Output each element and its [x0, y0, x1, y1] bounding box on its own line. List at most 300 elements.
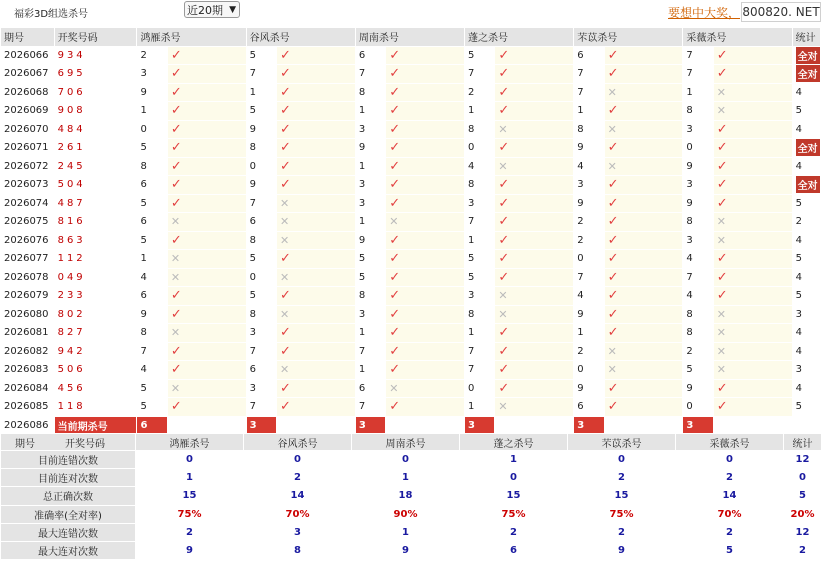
stats-header-expert: 周南杀号 [352, 434, 460, 451]
kill-value: 7 [246, 398, 276, 417]
stats-header-number: 开奖号码 [65, 438, 105, 450]
check-icon: ✓ [389, 66, 401, 82]
stats-total: 20% [784, 505, 821, 523]
stat-value: 4 [795, 234, 802, 246]
current-kill: 3 [465, 416, 495, 435]
cross-icon: ✕ [498, 307, 508, 321]
check-icon: ✓ [498, 232, 510, 248]
table-row [1, 231, 821, 250]
kill-value: 2 [683, 342, 713, 361]
stats-label: 最大连错次数 [1, 523, 136, 541]
header-expert: 蓬之杀号 [465, 28, 574, 47]
result-mark [604, 157, 683, 176]
result-mark [386, 361, 465, 380]
kill-value: 4 [683, 250, 713, 269]
kill-value: 1 [355, 102, 385, 121]
result-mark [277, 250, 356, 269]
stats-value: 75% [136, 505, 244, 523]
table-row [1, 213, 821, 232]
kill-value: 7 [683, 268, 713, 287]
table-row [1, 379, 821, 398]
check-icon: ✓ [389, 251, 401, 267]
stat-value: 4 [795, 271, 802, 283]
issue-cell: 2026078 [1, 268, 55, 287]
result-mark [604, 194, 683, 213]
cross-icon: ✕ [498, 400, 508, 414]
result-mark [604, 102, 683, 121]
kill-value: 6 [574, 46, 604, 65]
kill-value: 8 [246, 305, 276, 324]
kill-value: 7 [246, 65, 276, 84]
number-cell: 245 [54, 157, 137, 176]
table-row [1, 305, 821, 324]
stats-label: 目前连对次数 [1, 469, 136, 487]
kill-value: 7 [574, 65, 604, 84]
stats-value: 3 [244, 523, 352, 541]
stats-value: 8 [244, 541, 352, 559]
result-mark [495, 398, 574, 417]
stats-total: 5 [784, 487, 821, 505]
stats-value: 9 [568, 541, 676, 559]
stats-label: 准确率(全对率) [1, 505, 136, 523]
result-mark [167, 231, 246, 250]
kill-value: 3 [465, 287, 495, 306]
issue-cell: 2026069 [1, 102, 55, 121]
watermark: 800820. NET [741, 2, 821, 22]
number-cell: 706 [54, 83, 137, 102]
result-mark [495, 379, 574, 398]
result-mark [604, 324, 683, 343]
result-mark [713, 157, 792, 176]
check-icon: ✓ [170, 66, 182, 82]
current-empty [495, 416, 574, 435]
number-cell: 802 [54, 305, 137, 324]
kill-value: 9 [574, 139, 604, 158]
cross-icon: ✕ [607, 344, 617, 358]
stat-cell [792, 176, 820, 195]
kill-value: 0 [246, 157, 276, 176]
header-expert: 芣苡杀号 [574, 28, 683, 47]
kill-value: 1 [355, 324, 385, 343]
kill-table [0, 27, 821, 435]
kill-value: 1 [683, 83, 713, 102]
result-mark [495, 46, 574, 65]
number-cell: 506 [54, 361, 137, 380]
table-row [1, 83, 821, 102]
kill-value: 6 [355, 46, 385, 65]
number-cell: 504 [54, 176, 137, 195]
number-cell: 816 [54, 213, 137, 232]
number-cell: 827 [54, 324, 137, 343]
result-mark [167, 268, 246, 287]
kill-value: 9 [574, 194, 604, 213]
kill-value: 3 [246, 379, 276, 398]
check-icon: ✓ [170, 177, 182, 193]
issue-cell: 2026082 [1, 342, 55, 361]
kill-value: 4 [137, 268, 167, 287]
result-mark [713, 268, 792, 287]
result-mark [167, 157, 246, 176]
result-mark [604, 268, 683, 287]
promo-link[interactable]: 要想中大奖， [668, 6, 741, 20]
stat-cell [792, 120, 820, 139]
result-mark [386, 65, 465, 84]
stats-value: 90% [352, 505, 460, 523]
table-row [1, 250, 821, 269]
result-mark [386, 139, 465, 158]
stats-value: 1 [460, 451, 568, 469]
result-mark [604, 83, 683, 102]
check-icon: ✓ [607, 269, 619, 285]
period-select-value: 近20期 [187, 4, 223, 17]
check-icon: ✓ [716, 288, 728, 304]
stat-value: 全对 [796, 139, 820, 156]
kill-value: 8 [246, 231, 276, 250]
stat-value: 5 [795, 401, 802, 413]
check-icon: ✓ [716, 269, 728, 285]
table-header [1, 28, 821, 47]
stat-value: 3 [795, 364, 802, 376]
period-select[interactable] [184, 1, 240, 18]
kill-value: 3 [355, 176, 385, 195]
stats-value: 0 [352, 451, 460, 469]
number-cell: 261 [54, 139, 137, 158]
stats-row [1, 451, 821, 469]
check-icon: ✓ [498, 343, 510, 359]
header-expert: 周南杀号 [355, 28, 464, 47]
number-cell: 934 [54, 46, 137, 65]
header-number: 开奖号码 [54, 28, 137, 47]
result-mark [713, 139, 792, 158]
cross-icon: ✕ [170, 215, 181, 229]
cross-icon: ✕ [716, 307, 726, 321]
kill-value: 0 [574, 250, 604, 269]
result-mark [277, 157, 356, 176]
kill-value: 3 [355, 305, 385, 324]
number-cell: 487 [54, 194, 137, 213]
check-icon: ✓ [389, 84, 401, 100]
current-empty [713, 416, 792, 435]
check-icon: ✓ [170, 288, 182, 304]
kill-value: 1 [137, 102, 167, 121]
issue-cell: 2026072 [1, 157, 55, 176]
kill-value: 7 [355, 398, 385, 417]
kill-value: 8 [246, 139, 276, 158]
result-mark [167, 324, 246, 343]
result-mark [386, 213, 465, 232]
stat-cell [792, 46, 820, 65]
kill-value: 5 [246, 287, 276, 306]
result-mark [713, 379, 792, 398]
check-icon: ✓ [716, 121, 728, 137]
check-icon: ✓ [170, 232, 182, 248]
kill-value: 7 [683, 65, 713, 84]
result-mark [167, 83, 246, 102]
kill-value: 9 [683, 194, 713, 213]
stats-label: 总正确次数 [1, 487, 136, 505]
kill-value: 1 [355, 157, 385, 176]
result-mark [713, 176, 792, 195]
table-row [1, 398, 821, 417]
kill-value: 4 [137, 361, 167, 380]
stats-value: 0 [676, 451, 784, 469]
result-mark [386, 268, 465, 287]
check-icon: ✓ [607, 232, 619, 248]
result-mark [167, 139, 246, 158]
stats-value: 9 [136, 541, 244, 559]
result-mark [277, 379, 356, 398]
result-mark [713, 83, 792, 102]
check-icon: ✓ [170, 362, 182, 378]
check-icon: ✓ [716, 195, 728, 211]
result-mark [713, 120, 792, 139]
stats-value: 2 [568, 523, 676, 541]
result-mark [167, 194, 246, 213]
stats-value: 2 [460, 523, 568, 541]
kill-value: 7 [465, 361, 495, 380]
stats-label: 目前连错次数 [1, 451, 136, 469]
table-row [1, 102, 821, 121]
stat-cell [792, 398, 820, 417]
check-icon: ✓ [607, 251, 619, 267]
kill-value: 9 [683, 379, 713, 398]
stats-value: 2 [676, 523, 784, 541]
stats-row [1, 469, 821, 487]
result-mark [386, 83, 465, 102]
result-mark [604, 287, 683, 306]
kill-value: 9 [574, 305, 604, 324]
kill-value: 7 [574, 83, 604, 102]
stats-label: 最大连对次数 [1, 541, 136, 559]
stats-value: 2 [136, 523, 244, 541]
result-mark [277, 231, 356, 250]
kill-value: 9 [246, 120, 276, 139]
stats-header-expert: 芣苡杀号 [568, 434, 676, 451]
stats-table [0, 433, 821, 560]
chevron-down-icon: ▼ [229, 5, 236, 15]
check-icon: ✓ [170, 158, 182, 174]
check-icon: ✓ [498, 66, 510, 82]
stats-value: 14 [244, 487, 352, 505]
result-mark [167, 361, 246, 380]
cross-icon: ✕ [280, 196, 290, 210]
kill-value: 5 [355, 268, 385, 287]
stats-value: 1 [352, 523, 460, 541]
cross-icon: ✕ [716, 363, 726, 377]
kill-value: 6 [574, 398, 604, 417]
check-icon: ✓ [170, 195, 182, 211]
check-icon: ✓ [389, 103, 401, 119]
check-icon: ✓ [716, 140, 728, 156]
kill-value: 5 [465, 46, 495, 65]
stats-value: 0 [460, 469, 568, 487]
current-kill: 3 [574, 416, 604, 435]
stat-value: 4 [795, 160, 802, 172]
kill-value: 8 [465, 176, 495, 195]
check-icon: ✓ [280, 84, 291, 100]
kill-value: 8 [683, 305, 713, 324]
issue-cell: 2026076 [1, 231, 55, 250]
kill-value: 2 [574, 231, 604, 250]
cross-icon: ✕ [716, 344, 726, 358]
result-mark [604, 65, 683, 84]
kill-value: 6 [246, 213, 276, 232]
stats-header-left [1, 434, 136, 451]
check-icon: ✓ [498, 84, 510, 100]
kill-value: 0 [574, 361, 604, 380]
check-icon: ✓ [389, 158, 401, 174]
stat-cell [792, 250, 820, 269]
kill-value: 9 [137, 83, 167, 102]
stats-value: 75% [568, 505, 676, 523]
check-icon: ✓ [607, 103, 619, 119]
kill-value: 8 [355, 287, 385, 306]
stats-value: 2 [676, 469, 784, 487]
stat-value: 4 [795, 382, 802, 394]
check-icon: ✓ [607, 306, 619, 322]
check-icon: ✓ [498, 251, 510, 267]
result-mark [386, 379, 465, 398]
current-kill: 3 [355, 416, 385, 435]
cross-icon: ✕ [716, 104, 726, 118]
kill-value: 1 [465, 324, 495, 343]
check-icon: ✓ [716, 158, 728, 174]
stat-value: 全对 [796, 47, 820, 64]
result-mark [386, 102, 465, 121]
check-icon: ✓ [170, 84, 182, 100]
cross-icon: ✕ [280, 233, 290, 247]
kill-value: 3 [574, 176, 604, 195]
stats-value: 1 [352, 469, 460, 487]
result-mark [386, 342, 465, 361]
cross-icon: ✕ [498, 289, 508, 303]
result-mark [495, 213, 574, 232]
result-mark [713, 102, 792, 121]
stat-value: 2 [795, 216, 802, 228]
table-row [1, 268, 821, 287]
kill-value: 8 [137, 324, 167, 343]
stats-total: 2 [784, 541, 821, 559]
result-mark [713, 398, 792, 417]
result-mark [386, 176, 465, 195]
check-icon: ✓ [280, 66, 291, 82]
stat-value: 全对 [796, 176, 820, 193]
current-label: 当前期杀号 [54, 416, 137, 435]
check-icon: ✓ [280, 47, 291, 63]
check-icon: ✓ [280, 177, 291, 193]
check-icon: ✓ [498, 177, 510, 193]
stat-cell [792, 287, 820, 306]
result-mark [386, 250, 465, 269]
stat-cell [792, 65, 820, 84]
stat-cell [792, 213, 820, 232]
table-row [1, 176, 821, 195]
result-mark [495, 305, 574, 324]
kill-value: 3 [246, 324, 276, 343]
result-mark [713, 65, 792, 84]
stats-header-expert: 鸿雁杀号 [136, 434, 244, 451]
check-icon: ✓ [607, 288, 619, 304]
check-icon: ✓ [607, 66, 619, 82]
result-mark [604, 361, 683, 380]
kill-value: 5 [465, 268, 495, 287]
result-mark [495, 268, 574, 287]
check-icon: ✓ [170, 399, 182, 415]
check-icon: ✓ [716, 251, 728, 267]
check-icon: ✓ [280, 158, 291, 174]
check-icon: ✓ [170, 103, 182, 119]
kill-value: 7 [465, 342, 495, 361]
stat-value: 4 [795, 123, 802, 135]
issue-cell: 2026081 [1, 324, 55, 343]
header-expert: 采薇杀号 [683, 28, 792, 47]
kill-value: 7 [465, 213, 495, 232]
result-mark [277, 305, 356, 324]
check-icon: ✓ [716, 47, 728, 63]
stats-value: 15 [460, 487, 568, 505]
check-icon: ✓ [607, 214, 619, 230]
stat-cell [792, 231, 820, 250]
kill-value: 1 [465, 231, 495, 250]
kill-value: 7 [137, 342, 167, 361]
kill-value: 4 [465, 157, 495, 176]
cross-icon: ✕ [280, 307, 290, 321]
check-icon: ✓ [607, 140, 619, 156]
result-mark [277, 398, 356, 417]
result-mark [495, 342, 574, 361]
cross-icon: ✕ [498, 159, 508, 173]
result-mark [277, 194, 356, 213]
page-title: 福彩3D组选杀号 [14, 9, 89, 20]
kill-value: 0 [683, 398, 713, 417]
current-empty [386, 416, 465, 435]
result-mark [386, 398, 465, 417]
result-mark [604, 120, 683, 139]
table-row [1, 342, 821, 361]
header-issue: 期号 [1, 28, 55, 47]
stats-row [1, 487, 821, 505]
result-mark [713, 287, 792, 306]
check-icon: ✓ [498, 269, 510, 285]
issue-cell: 2026067 [1, 65, 55, 84]
result-mark [167, 342, 246, 361]
kill-value: 3 [137, 65, 167, 84]
issue-cell: 2026075 [1, 213, 55, 232]
check-icon: ✓ [280, 288, 291, 304]
result-mark [386, 46, 465, 65]
check-icon: ✓ [716, 380, 728, 396]
kill-value: 1 [246, 83, 276, 102]
kill-value: 7 [574, 268, 604, 287]
stats-header-expert: 采薇杀号 [676, 434, 784, 451]
issue-cell: 2026070 [1, 120, 55, 139]
kill-value: 5 [137, 398, 167, 417]
check-icon: ✓ [498, 103, 510, 119]
kill-value: 9 [355, 139, 385, 158]
result-mark [277, 213, 356, 232]
result-mark [604, 213, 683, 232]
result-mark [713, 361, 792, 380]
stat-value: 3 [795, 308, 802, 320]
check-icon: ✓ [170, 121, 182, 137]
result-mark [604, 342, 683, 361]
current-empty [277, 416, 356, 435]
check-icon: ✓ [498, 47, 510, 63]
kill-value: 1 [574, 102, 604, 121]
stat-cell [792, 194, 820, 213]
result-mark [277, 324, 356, 343]
kill-value: 3 [683, 231, 713, 250]
